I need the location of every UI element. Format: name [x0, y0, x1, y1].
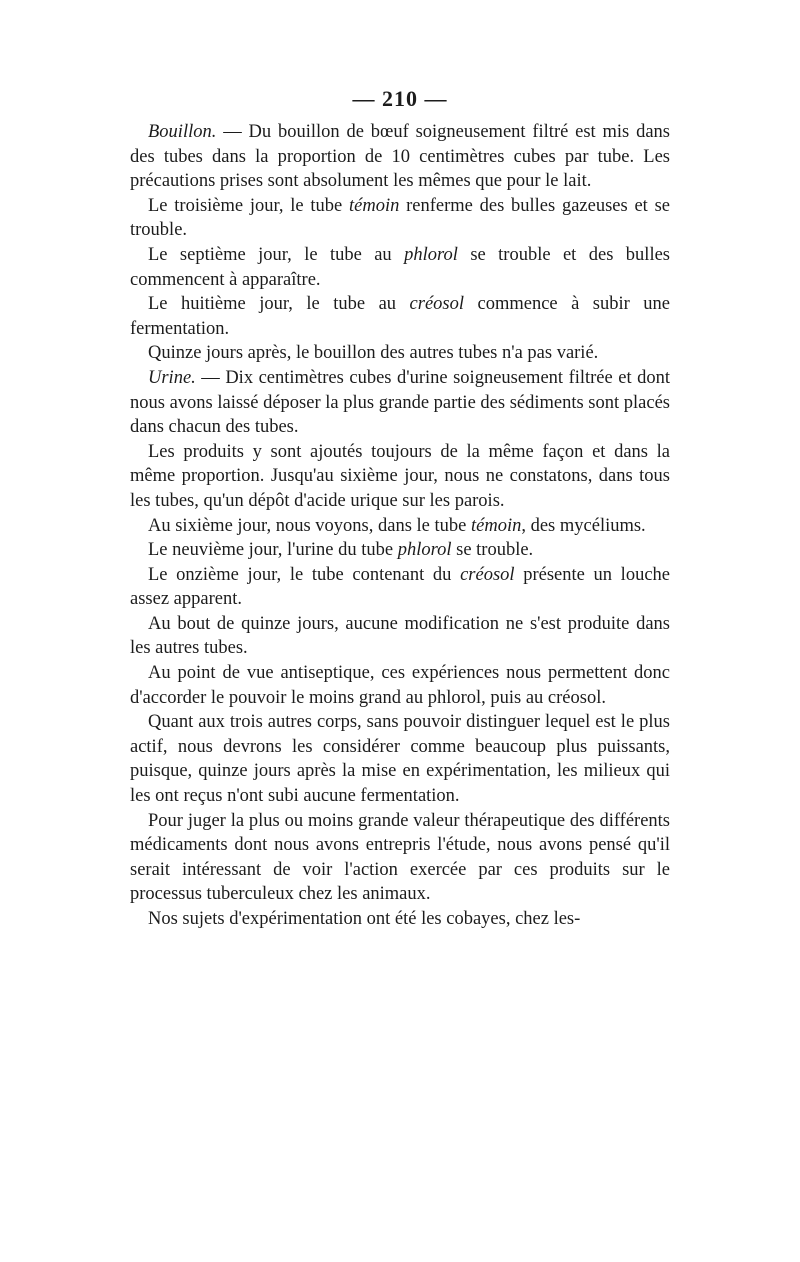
book-page [130, 84, 670, 932]
paragraph-fifteen-days: Quinze jours après, le bouillon des autres tubes n'a pas varié. [148, 343, 599, 364]
paragraph-eighth-day: Le huitième jour, le tube au créosol commence à subir une fermentation. [130, 294, 671, 339]
paragraph-antiseptic: Au point de vue antiseptique, ces expériences nous permettent donc d'accorder le pouvoir le moins grand au phlorol, puis au créosol. [130, 663, 670, 708]
paragraph-eleventh-day: Le onzième jour, le tube contenant du créosol présente un louche assez apparent. [130, 564, 670, 610]
paragraph-sixth-day: Au sixième jour, nous voyons, dans le tube témoin, des mycéliums. [148, 515, 646, 536]
paragraph-three-bodies: Quant aux trois autres corps, sans pouvoir distinguer lequel est le plus actif, nous devrons les considérer comme beaucoup plus puissants, puisque, quinze jours après la mise en expérimentation, les milieux qui les ont reçus n'ont subi aucune fermentation. [130, 712, 670, 807]
paragraph-subjects: Nos sujets d'expérimentation ont été les cobayes, chez les- [148, 909, 581, 929]
paragraph-no-modification: Au bout de quinze jours, aucune modification ne s'est produite dans les autres tubes. [130, 613, 670, 659]
paragraph-bouillon: Bouillon. — Du bouillon de bœuf soigneusement filtré est mis dans des tubes dans la proportion de 10 centimètres cubes par tube. Les précautions prises sont absolument les mêmes que pour le lait. [130, 122, 670, 192]
paragraph-seventh-day: Le septième jour, le tube au phlorol se trouble et des bulles commencent à apparaître. [130, 244, 670, 290]
paragraph-urine: Urine. — Dix centimètres cubes d'urine soigneusement filtrée et dont nous avons laissé déposer la plus grande partie des sédiments sont placés dans chacun des tubes. [130, 367, 670, 438]
paragraph-products-added: Les produits y sont ajoutés toujours de la même façon et dans la même proportion. Jusqu'au sixième jour, nous ne constatons, dans tous les tubes, qu'un dépôt d'acide urique sur les parois. [130, 441, 670, 511]
paragraph-ninth-day: Le neuvième jour, l'urine du tube phlorol se trouble. [148, 540, 534, 561]
section-lead-bouillon: Bouillon. [148, 122, 217, 142]
section-lead-urine: Urine. [148, 367, 196, 388]
paragraph-therapeutic-value: Pour juger la plus ou moins grande valeur thérapeutique des différents médicaments dont nous avons entrepris l'étude, nous avons pensé qu'il serait intéressant de voir l'action exercée par ces produits sur le processus tuberculeux chez les animaux. [130, 810, 670, 905]
paragraph-third-day: Le troisième jour, le tube témoin renferme des bulles gazeuses et se trouble. [130, 195, 670, 241]
page-number: — 210 — [352, 86, 448, 111]
